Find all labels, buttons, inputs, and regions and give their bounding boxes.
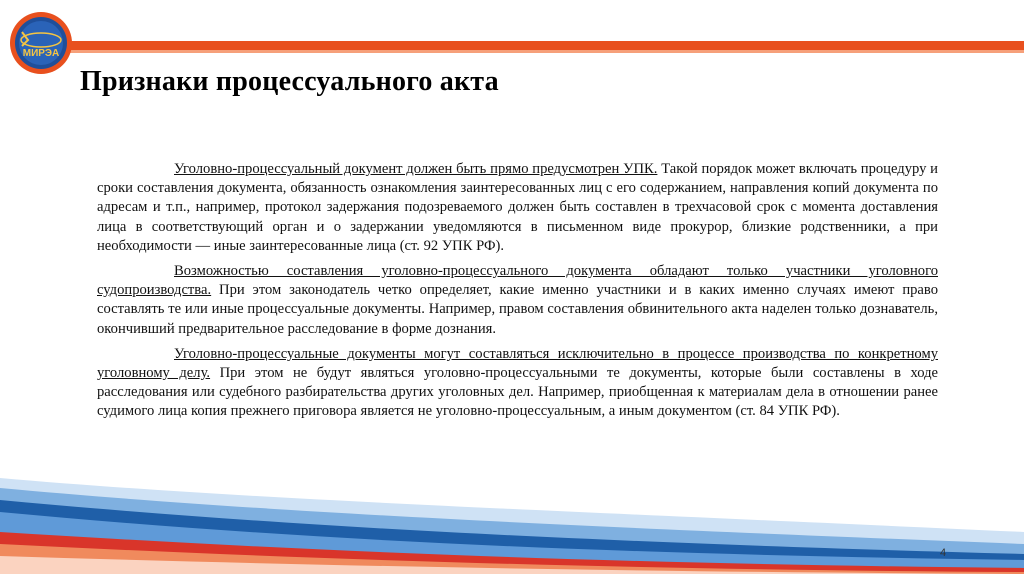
decorative-waves bbox=[0, 440, 1024, 574]
paragraph-3 bbox=[97, 345, 938, 422]
paragraph-3-text: При этом не будут являться уголовно-процессуальными те документы, которые были составлены в ходе расследования или судебного разбирательства других уголовных дел. Например, приобщенная к материалам дела в отношении ранее судимого лица копия прежнего приговора является не уголовно-процессуальным, а иным документом (ст. 84 УПК РФ). bbox=[97, 365, 939, 420]
slide-title: Признаки процессуального акта bbox=[80, 66, 499, 97]
body-text bbox=[97, 160, 938, 428]
paragraph-1 bbox=[97, 160, 938, 256]
paragraph-2 bbox=[97, 262, 938, 339]
paragraph-1-underlined: Уголовно-процессуальный документ должен быть прямо предусмотрен УПК. bbox=[174, 161, 658, 177]
paragraph-3-underlined: Уголовно-процессуальные документы могут составляться исключительно в процессе производства по конкретному уголовному делу. bbox=[97, 345, 938, 382]
page-number: 4 bbox=[940, 547, 947, 559]
logo-text: МИРЭА bbox=[22, 48, 60, 59]
paragraph-2-text: При этом законодатель четко определяет, какие именно участники и в каких именно случаях имеют право составлять те или иные процессуальные документы. Например, правом составления обвинительного акта наделен только дознаватель, окончивший предварительное расследование в форме дознания. bbox=[97, 282, 938, 337]
university-logo bbox=[8, 10, 74, 76]
paragraph-1-text: Такой порядок может включать процедуру и сроки составления документа, обязанность ознакомления заинтересованных лиц с его содержанием, направления копий документа по адресам и т.п., например, протокол задержания подозреваемого должен быть составлен в трехчасовой срок с момента доставления лица в соответствующий орган и о задержании уведомляются в письменном виде прокурор, близкие родственники, а при необходимости — иные заинтересованные лица (ст. 92 УПК РФ). bbox=[97, 161, 938, 254]
top-accent-bar bbox=[0, 0, 1024, 60]
paragraph-2-underlined: Возможностью составления уголовно-процессуального документа обладают только участники уголовного судопроизводства. bbox=[97, 263, 938, 299]
